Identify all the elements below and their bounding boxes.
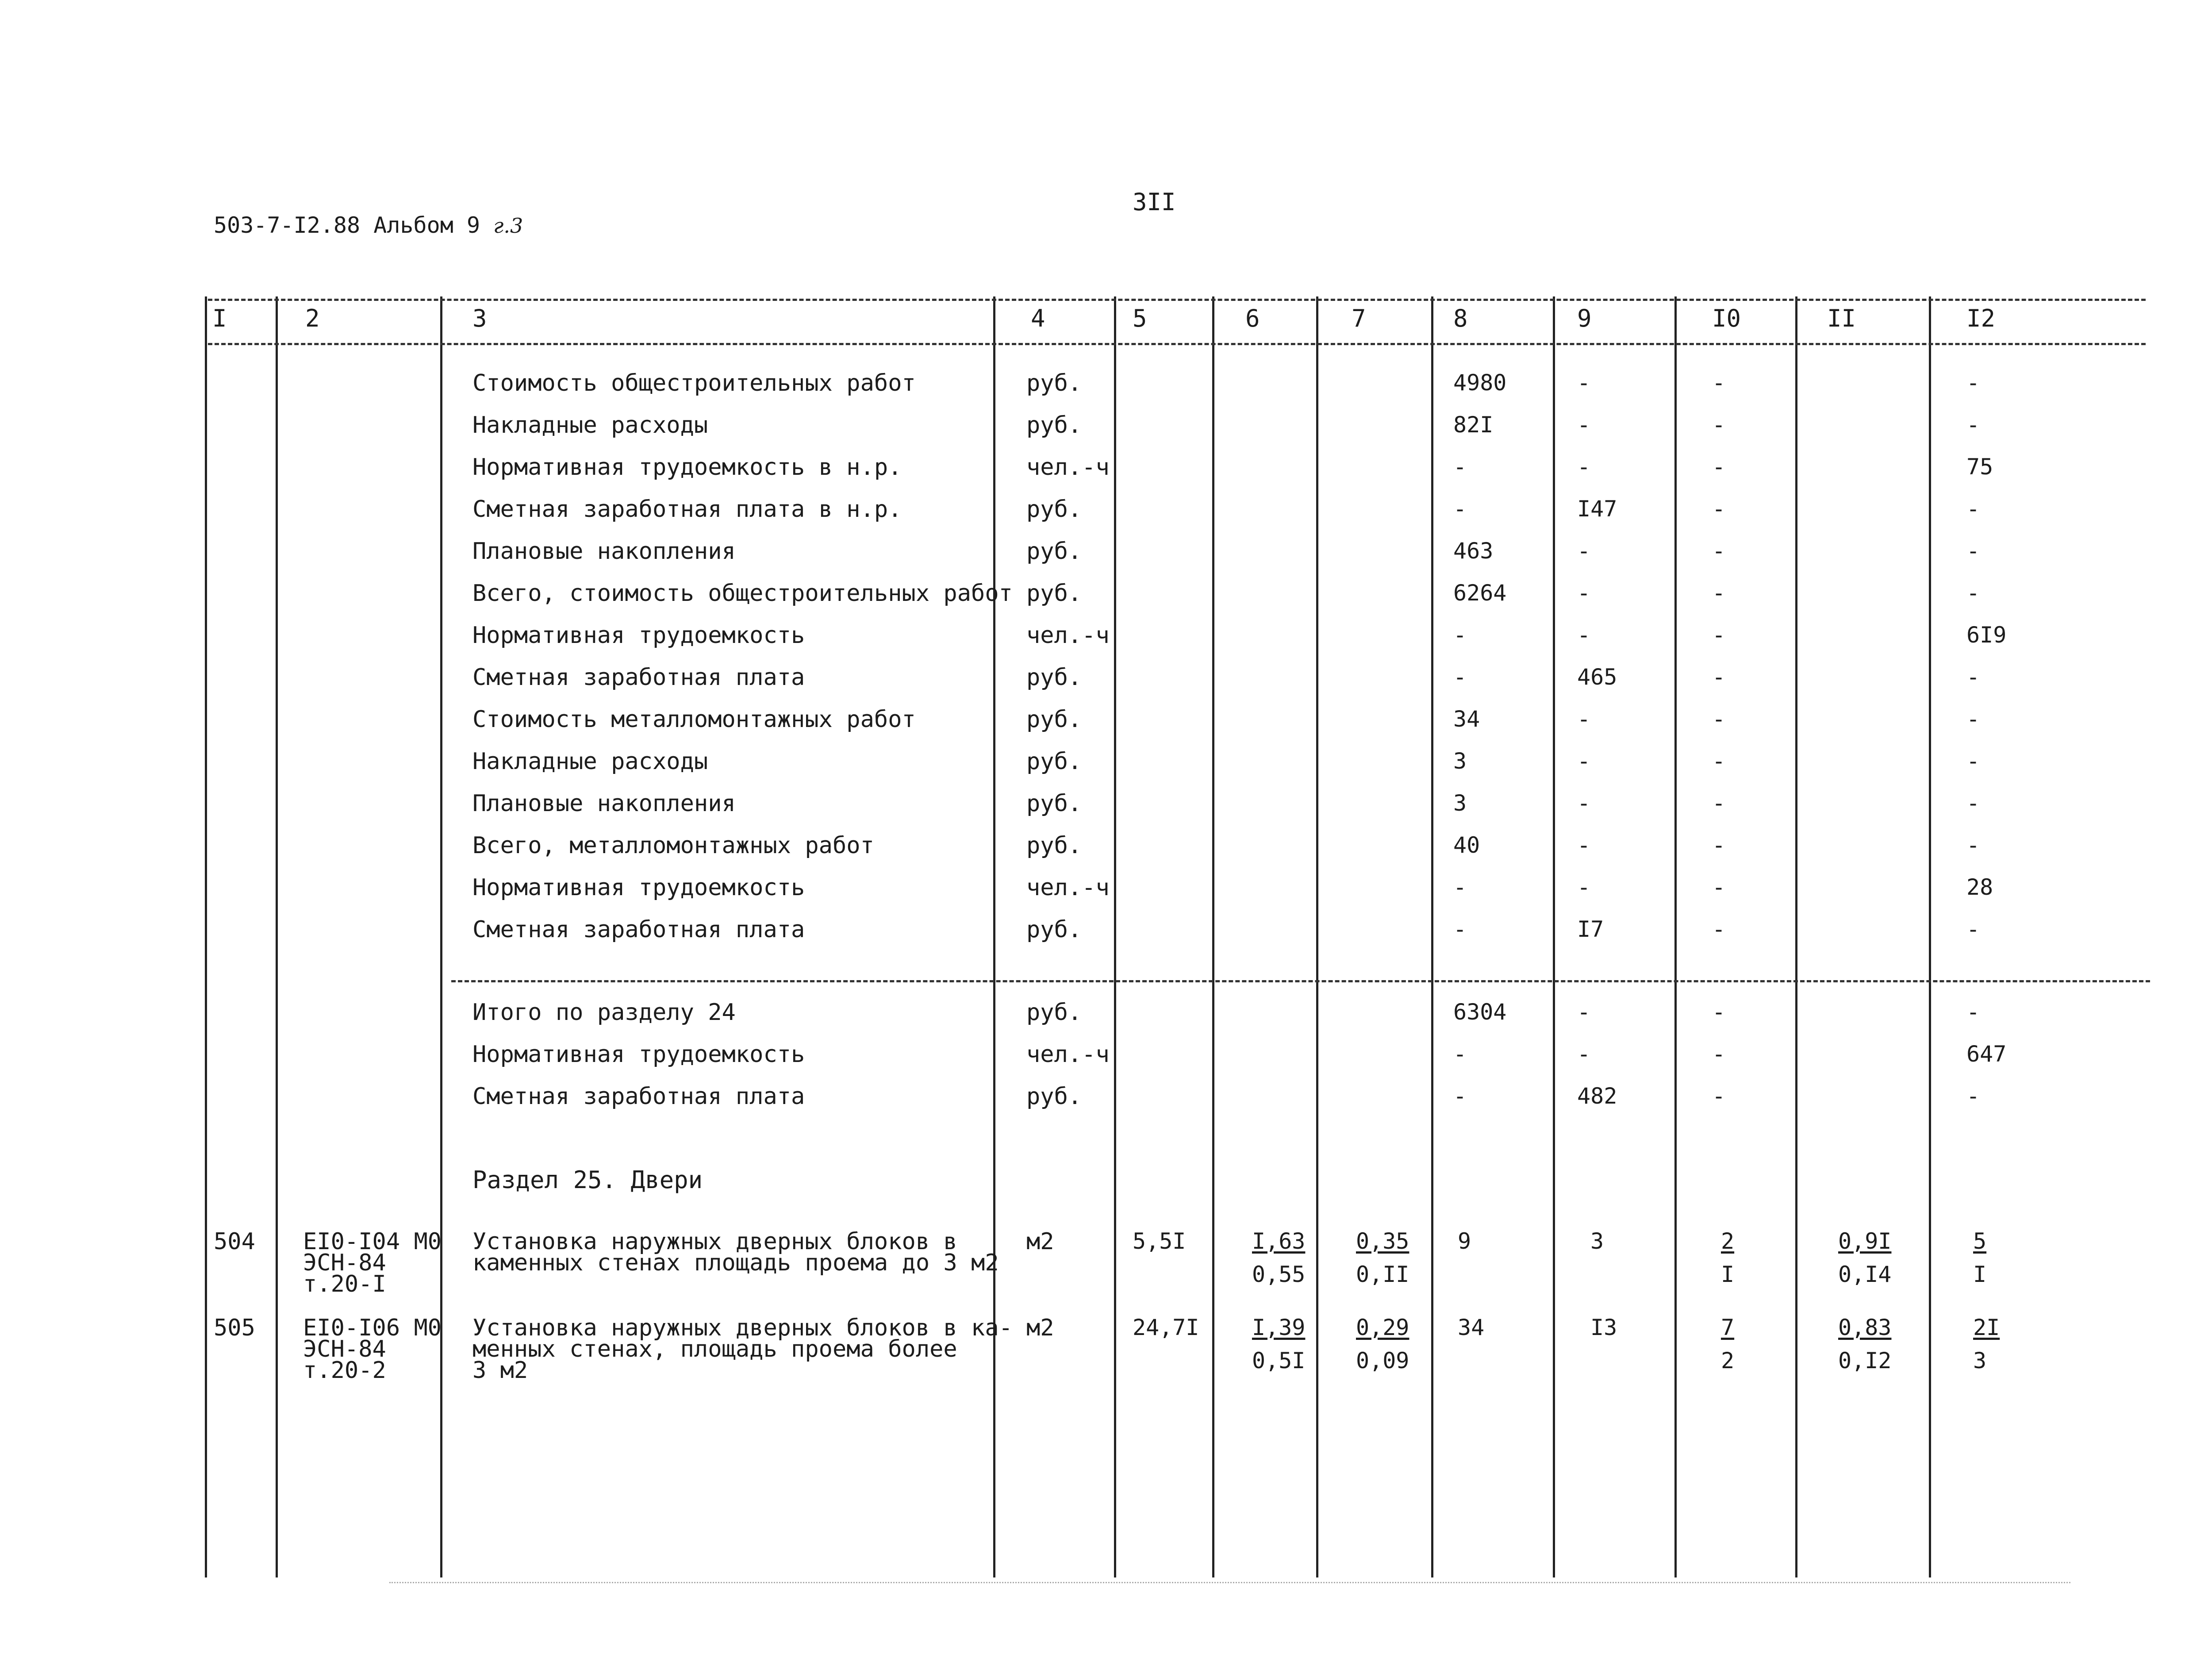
item-col6-bottom: 0,55 [1252,1262,1306,1287]
item-col6-top: I,63 [1252,1228,1306,1254]
row-col9: - [1577,622,1591,648]
item-number: 505 [214,1315,255,1341]
total-row-col8: - [1453,1083,1467,1109]
row-col9: - [1577,706,1591,732]
item-col10-top: 7 [1721,1315,1735,1340]
column-rule [1114,296,1116,1577]
row-col8: 3 [1453,748,1467,774]
row-name: Нормативная трудоемкость [472,622,805,649]
row-name: Нормативная трудоемкость в н.р. [472,454,902,481]
row-unit: руб. [1026,748,1082,775]
row-col8: - [1453,916,1467,942]
row-col10: - [1712,622,1726,648]
row-col10: - [1712,370,1726,396]
item-col7-bottom: 0,II [1356,1262,1409,1287]
item-col7-bottom: 0,09 [1356,1348,1409,1373]
total-row-col9: 482 [1577,1083,1617,1109]
item-unit: м2 [1026,1315,1054,1341]
item-col5: 5,5I [1133,1228,1186,1254]
row-col8: 3 [1453,790,1467,816]
header-bottom-rule [208,343,2146,345]
item-col11-bottom: 0,I2 [1838,1348,1892,1373]
row-name: Всего, металломонтажных работ [472,832,874,859]
header-col-5: 5 [1133,304,1147,332]
row-unit: руб. [1026,496,1082,523]
total-row-unit: руб. [1026,999,1082,1026]
total-row-col8: - [1453,1041,1467,1067]
row-col8: - [1453,454,1467,480]
row-col12: - [1966,538,1980,564]
item-col11-top: 0,9I [1838,1228,1892,1254]
item-desc-line: 3 м2 [472,1357,528,1384]
item-col5: 24,7I [1133,1315,1199,1340]
row-name: Накладные расходы [472,748,708,775]
row-col9: - [1577,580,1591,606]
item-col6-top: I,39 [1252,1315,1306,1340]
row-col10: - [1712,706,1726,732]
item-col8: 9 [1458,1228,1471,1254]
item-code-line: т.20-2 [303,1357,386,1384]
header-col-6: 6 [1245,304,1260,332]
row-col8: 4980 [1453,370,1507,396]
row-col12: - [1966,370,1980,396]
row-col9: - [1577,370,1591,396]
row-name: Всего, стоимость общестроительных работ [472,580,1013,607]
document-code-text: 503-7-I2.88 Альбом 9 [214,212,480,238]
section-25-title: Раздел 25. Двери [472,1166,703,1194]
header-col-10: I0 [1712,304,1741,332]
row-col8: 40 [1453,832,1480,858]
item-col11-bottom: 0,I4 [1838,1262,1892,1287]
item-col12-bottom: I [1973,1262,1987,1287]
item-col11-top: 0,83 [1838,1315,1892,1340]
row-col8: - [1453,496,1467,522]
item-number: 504 [214,1228,255,1255]
header-col-9: 9 [1577,304,1592,332]
row-name: Сметная заработная плата [472,664,805,691]
document-code-note: г.3 [493,214,523,238]
row-unit: чел.-ч [1026,874,1110,901]
document-code [214,212,523,238]
item-code-line: ЭСН-84 [303,1336,386,1362]
total-row-col12: 647 [1966,1041,2007,1067]
row-unit: руб. [1026,706,1082,733]
header-col-2: 2 [305,304,320,332]
row-col8: - [1453,874,1467,900]
row-col12: - [1966,664,1980,690]
item-col6-bottom: 0,5I [1252,1348,1306,1373]
row-col9: - [1577,748,1591,774]
row-col12: - [1966,412,1980,438]
row-col10: - [1712,496,1726,522]
item-col12-top: 5 [1973,1228,1987,1254]
row-name: Плановые накопления [472,538,736,565]
column-rule [1795,296,1797,1577]
header-col-7: 7 [1352,304,1366,332]
row-col10: - [1712,538,1726,564]
item-col10-bottom: 2 [1721,1348,1735,1373]
header-col-3: 3 [472,304,487,332]
column-rule [1212,296,1214,1577]
row-name: Накладные расходы [472,412,708,439]
item-col7-top: 0,35 [1356,1228,1409,1254]
item-col10-top: 2 [1721,1228,1735,1254]
row-col10: - [1712,790,1726,816]
total-row-col8: 6304 [1453,999,1507,1025]
row-unit: чел.-ч [1026,454,1110,481]
row-col8: - [1453,664,1467,690]
row-col10: - [1712,412,1726,438]
item-unit: м2 [1026,1228,1054,1255]
row-col10: - [1712,580,1726,606]
row-name: Сметная заработная плата [472,916,805,943]
row-col12: - [1966,832,1980,858]
row-name: Стоимость общестроительных работ [472,370,916,396]
total-row-col10: - [1712,1083,1726,1109]
column-rule [205,296,207,1577]
total-row-col10: - [1712,1041,1726,1067]
item-col8: 34 [1458,1315,1485,1340]
row-name: Сметная заработная плата в н.р. [472,496,902,523]
header-top-rule [208,299,2146,301]
row-unit: руб. [1026,664,1082,691]
row-col8: 82I [1453,412,1494,438]
column-rule [440,296,442,1577]
item-desc-line: Установка наружных дверных блоков в ка- [472,1315,1013,1341]
total-row-name: Итого по разделу 24 [472,999,736,1026]
row-col9: - [1577,832,1591,858]
header-col-4: 4 [1031,304,1045,332]
row-unit: руб. [1026,370,1082,396]
header-col-8: 8 [1453,304,1468,332]
page-number: 3II [1133,188,1176,216]
row-col9: I7 [1577,916,1604,942]
row-col10: - [1712,832,1726,858]
row-unit: руб. [1026,916,1082,943]
row-col10: - [1712,664,1726,690]
row-col8: - [1453,622,1467,648]
item-code-line: ЭСН-84 [303,1250,386,1276]
row-col9: - [1577,412,1591,438]
item-col10-bottom: I [1721,1262,1735,1287]
item-col7-top: 0,29 [1356,1315,1409,1340]
header-col-11: II [1827,304,1856,332]
item-code-line: EI0-I04 M0 [303,1228,442,1255]
total-row-col12: - [1966,1083,1980,1109]
row-col12: - [1966,580,1980,606]
row-col12: - [1966,748,1980,774]
row-col12: - [1966,790,1980,816]
row-col8: 6264 [1453,580,1507,606]
row-name: Плановые накопления [472,790,736,817]
row-col9: - [1577,874,1591,900]
header-col-12: I2 [1966,304,1996,332]
column-rule [1431,296,1433,1577]
total-row-col9: - [1577,999,1591,1025]
row-col12: - [1966,496,1980,522]
column-rule [993,296,995,1577]
row-col9: I47 [1577,496,1617,522]
item-col9: I3 [1590,1315,1617,1340]
item-desc-line: Установка наружных дверных блоков в [472,1228,957,1255]
item-col9: 3 [1590,1228,1604,1254]
row-col12: 28 [1966,874,1993,900]
column-rule [1929,296,1931,1577]
total-row-unit: чел.-ч [1026,1041,1110,1068]
row-unit: руб. [1026,580,1082,607]
total-row-col9: - [1577,1041,1591,1067]
item-col12-bottom: 3 [1973,1348,1987,1373]
row-col8: 34 [1453,706,1480,732]
column-rule [1674,296,1677,1577]
row-name: Стоимость металломонтажных работ [472,706,916,733]
row-col12: - [1966,706,1980,732]
row-col12: 75 [1966,454,1993,480]
row-col12: - [1966,916,1980,942]
column-rule [1553,296,1555,1577]
row-col10: - [1712,748,1726,774]
total-row-col10: - [1712,999,1726,1025]
row-unit: руб. [1026,538,1082,565]
row-unit: чел.-ч [1026,622,1110,649]
total-row-name: Сметная заработная плата [472,1083,805,1110]
header-col-1: I [212,304,227,332]
row-unit: руб. [1026,790,1082,817]
row-col10: - [1712,916,1726,942]
totals-rule [451,980,2150,982]
row-col9: - [1577,790,1591,816]
total-row-col12: - [1966,999,1980,1025]
row-col12: 6I9 [1966,622,2007,648]
row-col8: 463 [1453,538,1494,564]
item-col12-top: 2I [1973,1315,2000,1340]
row-unit: руб. [1026,832,1082,859]
item-code-line: т.20-I [303,1271,386,1297]
row-col9: 465 [1577,664,1617,690]
column-rule [1316,296,1318,1577]
bottom-edge [389,1582,2070,1583]
total-row-unit: руб. [1026,1083,1082,1110]
item-desc-line: менных стенах, площадь проема более [472,1336,957,1362]
column-rule [276,296,278,1577]
row-col10: - [1712,454,1726,480]
row-col9: - [1577,538,1591,564]
total-row-name: Нормативная трудоемкость [472,1041,805,1068]
item-code-line: EI0-I06 M0 [303,1315,442,1341]
row-unit: руб. [1026,412,1082,439]
row-col9: - [1577,454,1591,480]
row-col10: - [1712,874,1726,900]
row-name: Нормативная трудоемкость [472,874,805,901]
item-desc-line: каменных стенах площадь проема до 3 м2 [472,1250,999,1276]
